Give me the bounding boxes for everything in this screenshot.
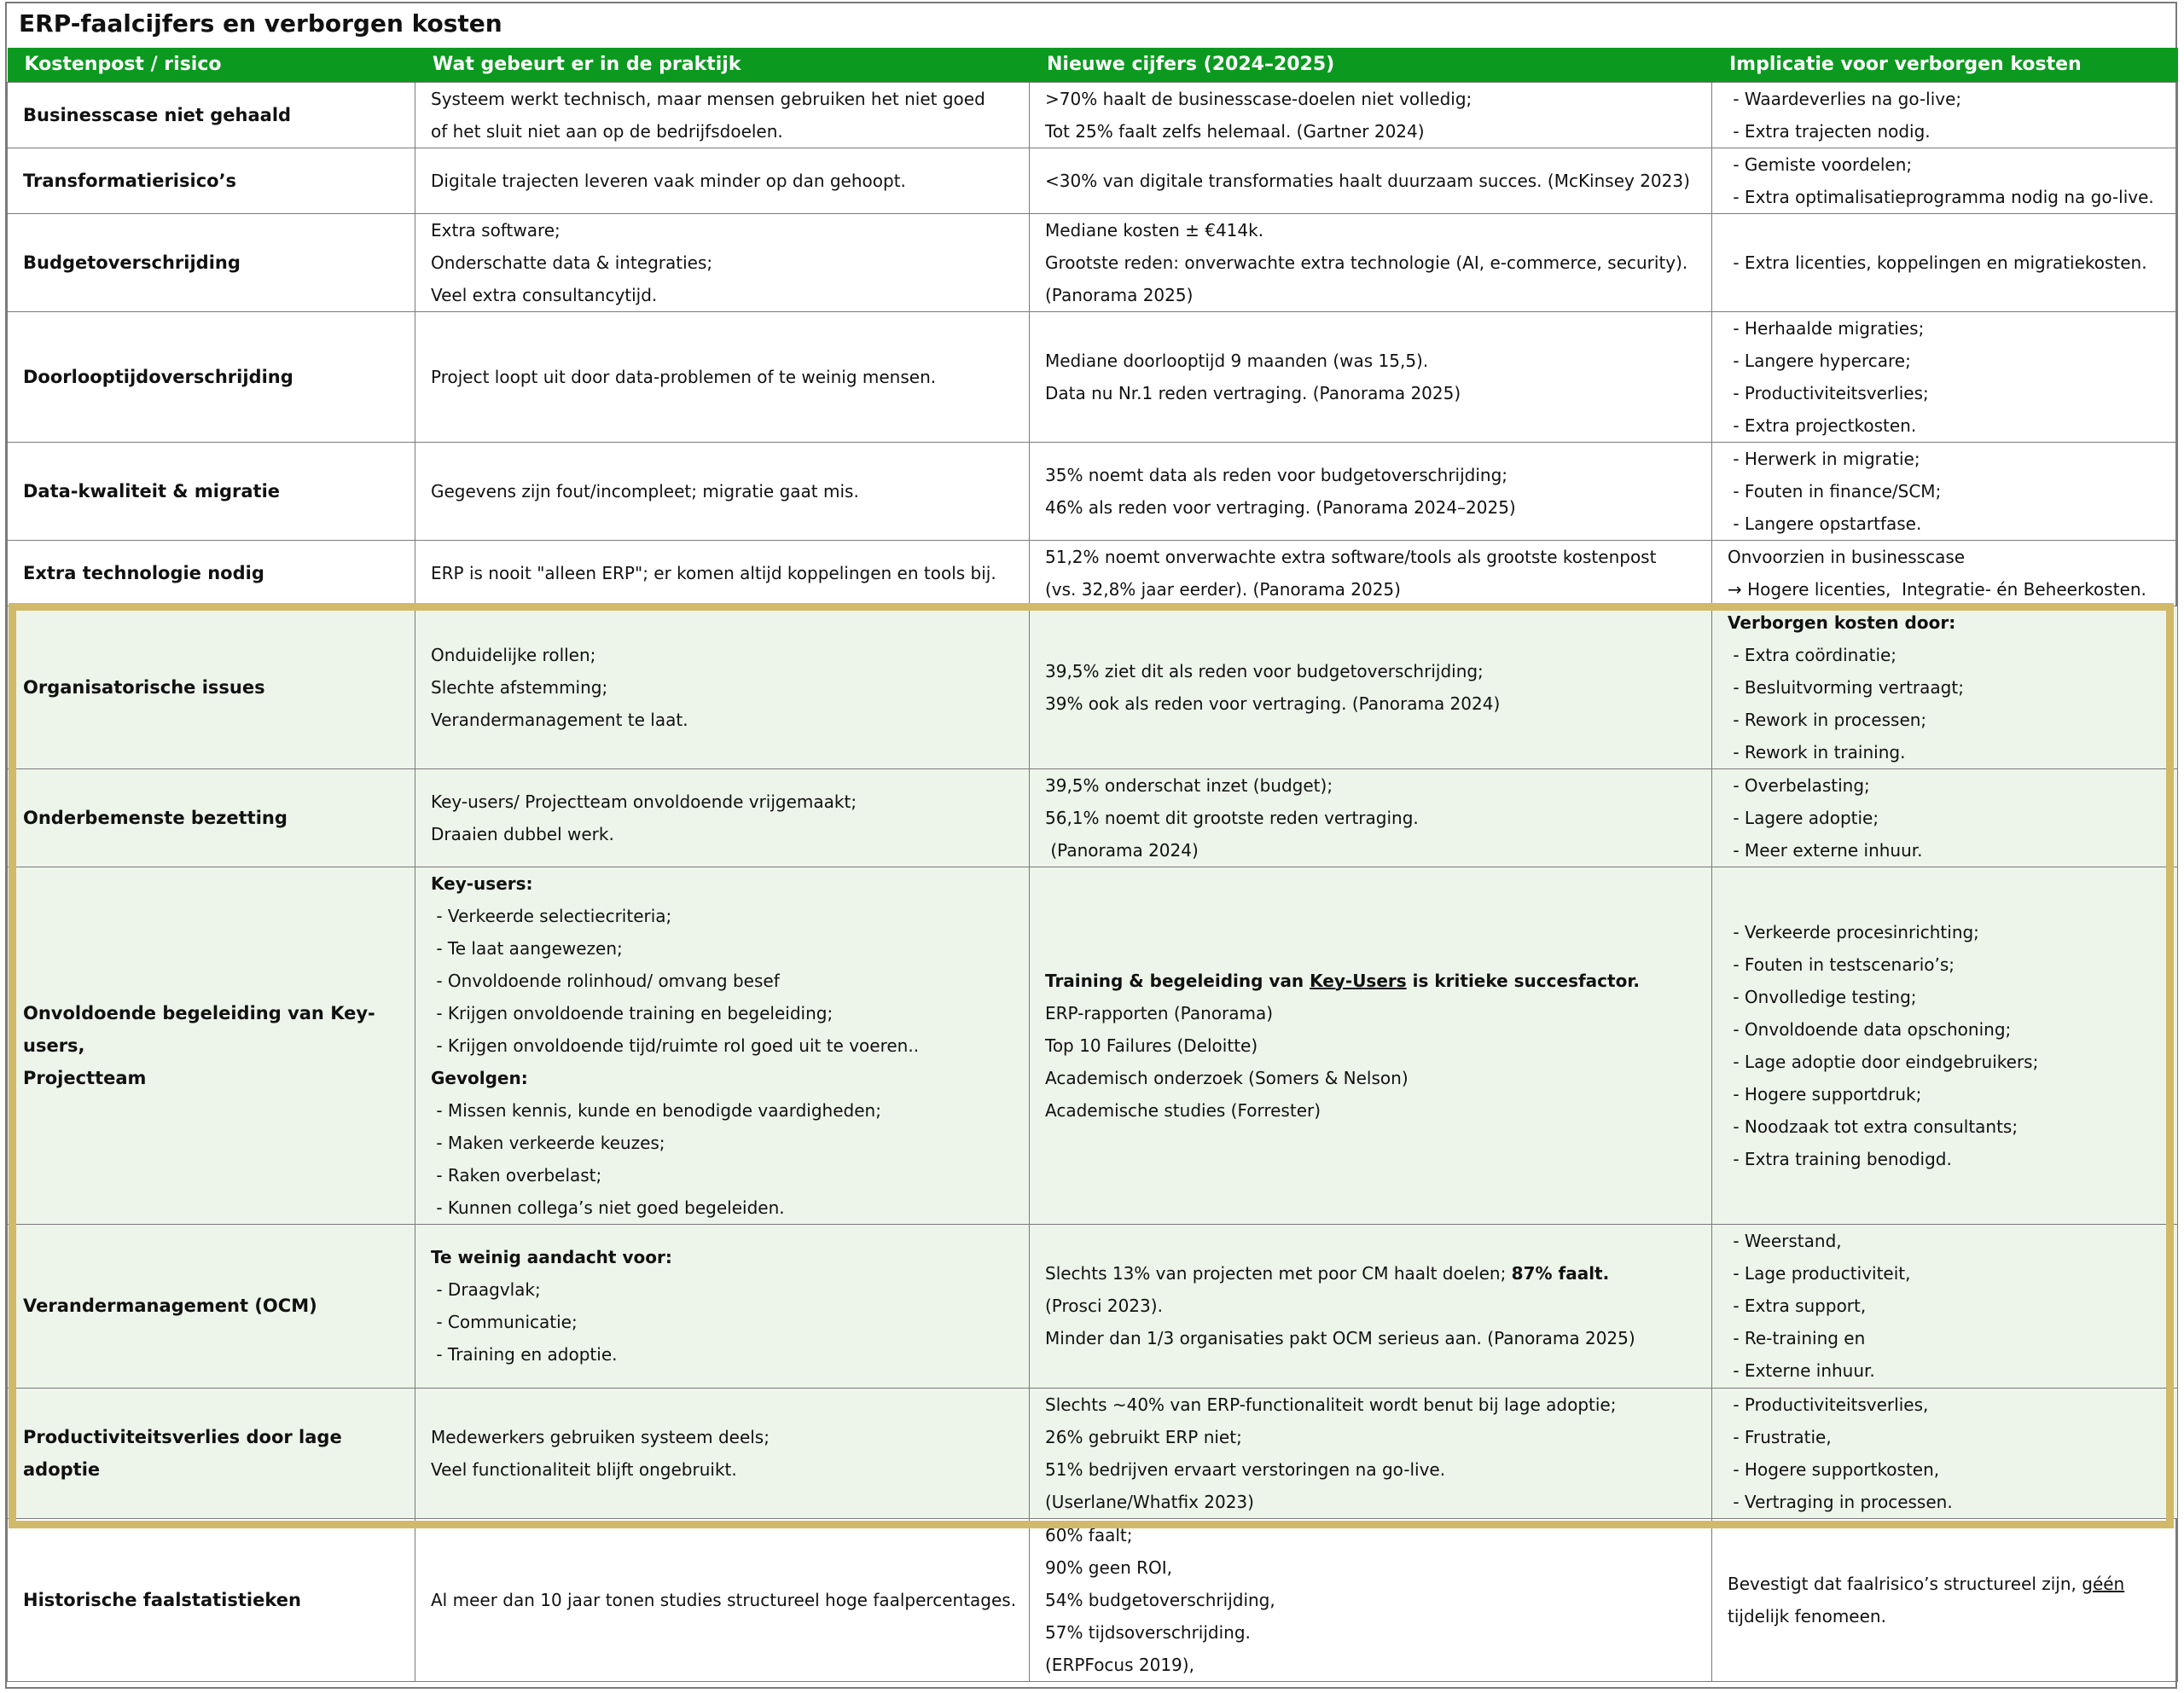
row-practice xyxy=(415,1388,1030,1518)
row-practice xyxy=(415,768,1030,867)
header-implication: Implicatie voor verborgen kosten xyxy=(1712,48,2178,82)
row-implication xyxy=(1712,768,2178,867)
figures-heading xyxy=(1045,965,1701,997)
practice-line: Verandermanagement te laat. xyxy=(431,709,688,730)
figures-line: Mediane doorlooptijd 9 maanden (was 15,5). xyxy=(1045,350,1429,371)
implication-line: - Lage productiviteit, xyxy=(1728,1263,1911,1284)
practice-line: - Kunnen collega’s niet goed begeleiden. xyxy=(431,1197,785,1218)
table-row xyxy=(8,82,2178,148)
practice-line: Digitale trajecten leveren vaak minder op dan gehoopt. xyxy=(431,170,906,191)
figures-line: Tot 25% faalt zelfs helemaal. (Gartner 2024) xyxy=(1045,120,1425,142)
implication-line: - Herwerk in migratie; xyxy=(1728,448,1920,469)
implication-line: - Vertraging in processen. xyxy=(1728,1491,1953,1512)
row-figures xyxy=(1030,442,1712,540)
practice-line: - Krijgen onvoldoende training en begeleiding; xyxy=(431,1002,834,1023)
row-implication xyxy=(1712,82,2178,148)
table-row xyxy=(8,867,2178,1224)
row-figures xyxy=(1030,311,1712,442)
practice-line: Onderschatte data & integraties; xyxy=(431,252,713,273)
figures-line: Academische studies (Forrester) xyxy=(1045,1099,1321,1121)
practice-line: of het sluit niet aan op de bedrijfsdoelen. xyxy=(431,120,783,142)
practice-line: Project loopt uit door data-problemen of te weinig mensen. xyxy=(431,366,937,387)
row-implication xyxy=(1712,1224,2178,1388)
figures-line: (Userlane/Whatfix 2023) xyxy=(1045,1491,1254,1512)
figures-line: 90% geen ROI, xyxy=(1045,1557,1173,1578)
practice-line: Al meer dan 10 jaar tonen studies structureel hoge faalpercentages. xyxy=(431,1589,1017,1610)
row-practice xyxy=(415,148,1030,213)
implication-line: - Productiviteitsverlies, xyxy=(1728,1394,1929,1415)
table-row xyxy=(8,606,2178,768)
row-risk: Transformatierisico’s xyxy=(8,148,415,213)
practice-line: - Missen kennis, kunde en benodigde vaardigheden; xyxy=(431,1099,881,1121)
row-implication xyxy=(1712,213,2178,311)
practice-line: - Krijgen onvoldoende tijd/ruimte rol goed uit te voeren.. xyxy=(431,1035,920,1056)
row-risk: Budgetoverschrijding xyxy=(8,213,415,311)
row-risk: Verandermanagement (OCM) xyxy=(8,1224,415,1388)
implication-line: - Extra training benodigd. xyxy=(1728,1148,1952,1169)
implication-line: - Externe inhuur. xyxy=(1728,1360,1875,1381)
figures-line: 46% als reden voor vertraging. (Panorama 2024–2025) xyxy=(1045,496,1516,518)
row-implication xyxy=(1712,867,2178,1224)
implication-part: Bevestigt dat faalrisico’s structureel zijn, xyxy=(1728,1573,2082,1594)
practice-line: - Te laat aangewezen; xyxy=(431,937,623,959)
row-risk: Onderbemenste bezetting xyxy=(8,768,415,867)
practice-line: Draaien dubbel werk. xyxy=(431,823,614,844)
row-practice xyxy=(415,867,1030,1224)
figures-line: 39,5% onderschat inzet (budget); xyxy=(1045,774,1333,796)
table-row xyxy=(8,1224,2178,1388)
table-row xyxy=(8,1518,2178,1681)
row-implication xyxy=(1712,442,2178,540)
figures-line: 39% ook als reden voor vertraging. (Panorama 2024) xyxy=(1045,693,1501,714)
practice-line: Medewerkers gebruiken systeem deels; xyxy=(431,1426,770,1447)
figures-line: Academisch onderzoek (Somers & Nelson) xyxy=(1045,1067,1409,1088)
row-implication xyxy=(1712,311,2178,442)
row-figures xyxy=(1030,82,1712,148)
practice-line: - Training en adoptie. xyxy=(431,1344,618,1365)
figures-line: (ERPFocus 2019), xyxy=(1045,1654,1194,1675)
implication-line: - Rework in training. xyxy=(1728,741,1906,762)
row-practice xyxy=(415,311,1030,442)
implication-line: - Rework in processen; xyxy=(1728,709,1927,730)
row-figures xyxy=(1030,1388,1712,1518)
row-practice xyxy=(415,82,1030,148)
implication-heading: Verborgen kosten door: xyxy=(1728,612,1956,633)
figures-line: Slechts ~40% van ERP-functionaliteit wordt benut bij lage adoptie; xyxy=(1045,1394,1617,1415)
figures-line: ERP-rapporten (Panorama) xyxy=(1045,1002,1274,1023)
implication-line: - Verkeerde procesinrichting; xyxy=(1728,921,1979,942)
row-implication xyxy=(1712,1388,2178,1518)
implication-line: - Herhaalde migraties; xyxy=(1728,317,1925,339)
row-implication xyxy=(1712,540,2178,606)
practice-line: Veel functionaliteit blijft ongebruikt. xyxy=(431,1458,737,1480)
implication-line: - Lagere adoptie; xyxy=(1728,807,1879,828)
figures-line: >70% haalt de businesscase-doelen niet volledig; xyxy=(1045,88,1472,109)
implication-line xyxy=(1728,1568,2167,1600)
implication-line: - Productiviteitsverlies; xyxy=(1728,382,1929,403)
figures-line: Mediane kosten ± €414k. xyxy=(1045,219,1264,241)
practice-heading: Gevolgen: xyxy=(431,1067,528,1088)
figures-heading-part: is kritieke succesfactor. xyxy=(1406,970,1640,991)
implication-line: - Noodzaak tot extra consultants; xyxy=(1728,1116,2018,1137)
figures-line: 60% faalt; xyxy=(1045,1524,1133,1545)
implication-line: → Hogere licenties, Integratie- én Beheerkosten. xyxy=(1728,578,2146,600)
practice-heading: Key-users: xyxy=(431,873,533,894)
cost-table xyxy=(7,48,2178,1682)
practice-line: Veel extra consultancytijd. xyxy=(431,284,658,305)
table-row xyxy=(8,311,2178,442)
figures-bold-part: 87% faalt. xyxy=(1511,1263,1610,1284)
implication-line: - Hogere supportdruk; xyxy=(1728,1083,1922,1105)
implication-line: - Fouten in testscenario’s; xyxy=(1728,954,1955,975)
row-practice xyxy=(415,1224,1030,1388)
row-figures xyxy=(1030,606,1712,768)
implication-line: - Hogere supportkosten, xyxy=(1728,1458,1940,1480)
risk-line: Projectteam xyxy=(23,1067,147,1088)
practice-heading: Te weinig aandacht voor: xyxy=(431,1247,672,1267)
row-practice xyxy=(415,1518,1030,1681)
implication-line: tijdelijk fenomeen. xyxy=(1728,1605,1886,1626)
row-implication xyxy=(1712,148,2178,213)
table-row xyxy=(8,442,2178,540)
practice-line: - Draagvlak; xyxy=(431,1279,541,1300)
practice-line: ERP is nooit "alleen ERP"; er komen altijd koppelingen en tools bij. xyxy=(431,562,996,583)
row-figures xyxy=(1030,148,1712,213)
table-row xyxy=(8,540,2178,606)
table-row xyxy=(8,213,2178,311)
row-risk: Doorlooptijdoverschrijding xyxy=(8,311,415,442)
implication-line: - Extra optimalisatieprogramma nodig na go-live. xyxy=(1728,186,2154,207)
figures-line: 51,2% noemt onverwachte extra software/tools als grootste kostenpost xyxy=(1045,546,1657,567)
row-implication xyxy=(1712,1518,2178,1681)
figures-line: (Prosci 2023). xyxy=(1045,1296,1163,1316)
practice-line: Systeem werkt technisch, maar mensen gebruiken het niet goed xyxy=(431,88,985,109)
risk-line: Onvoldoende begeleiding van Key-users, xyxy=(23,1002,375,1056)
practice-line: - Maken verkeerde keuzes; xyxy=(431,1132,665,1153)
figures-line: (Panorama 2025) xyxy=(1045,284,1194,305)
figures-line: Data nu Nr.1 reden vertraging. (Panorama 2025) xyxy=(1045,382,1461,403)
figures-line: Top 10 Failures (Deloitte) xyxy=(1045,1035,1258,1056)
figures-line: <30% van digitale transformaties haalt duurzaam succes. (McKinsey 2023) xyxy=(1045,170,1690,191)
implication-line: Onvoorzien in businesscase xyxy=(1728,546,1966,567)
implication-line: - Re-training en xyxy=(1728,1328,1866,1348)
practice-line: Key-users/ Projectteam onvoldoende vrijgemaakt; xyxy=(431,791,857,812)
figures-heading-part: Training & begeleiding van xyxy=(1045,970,1310,991)
row-figures xyxy=(1030,540,1712,606)
practice-line: Slechte afstemming; xyxy=(431,676,608,698)
implication-line: - Besluitvorming vertraagt; xyxy=(1728,676,1964,698)
table-header-row xyxy=(8,48,2178,82)
row-practice xyxy=(415,606,1030,768)
page-title: ERP-faalcijfers en verborgen kosten xyxy=(19,9,502,38)
implication-line: - Lage adoptie door eindgebruikers; xyxy=(1728,1051,2039,1072)
implication-line: - Extra coördinatie; xyxy=(1728,644,1897,665)
practice-line: Extra software; xyxy=(431,219,561,241)
implication-line: - Frustratie, xyxy=(1728,1426,1832,1447)
row-risk: Historische faalstatistieken xyxy=(8,1518,415,1681)
row-practice xyxy=(415,540,1030,606)
row-figures xyxy=(1030,213,1712,311)
row-practice xyxy=(415,442,1030,540)
figures-line: 39,5% ziet dit als reden voor budgetoverschrijding; xyxy=(1045,660,1484,681)
implication-line: - Extra support, xyxy=(1728,1296,1867,1316)
row-figures xyxy=(1030,1224,1712,1388)
implication-line: - Overbelasting; xyxy=(1728,774,1870,796)
implication-line: - Waardeverlies na go-live; xyxy=(1728,88,1962,109)
figures-line: (vs. 32,8% jaar eerder). (Panorama 2025) xyxy=(1045,578,1401,600)
row-risk: Businesscase niet gehaald xyxy=(8,82,415,148)
practice-line: Onduidelijke rollen; xyxy=(431,644,596,665)
implication-line: - Meer externe inhuur. xyxy=(1728,839,1923,861)
row-risk: Extra technologie nodig xyxy=(8,540,415,606)
implication-line: - Onvoldoende data opschoning; xyxy=(1728,1018,2012,1040)
key-users-underlined: Key-Users xyxy=(1310,970,1407,991)
row-figures xyxy=(1030,1518,1712,1681)
figures-line: 51% bedrijven ervaart verstoringen na go-live. xyxy=(1045,1458,1446,1480)
practice-line: - Raken overbelast; xyxy=(431,1164,602,1186)
figures-line: Minder dan 1/3 organisaties pakt OCM serieus aan. (Panorama 2025) xyxy=(1045,1328,1635,1348)
row-figures xyxy=(1030,768,1712,867)
implication-line: - Extra projectkosten. xyxy=(1728,415,1917,436)
figures-part: Slechts 13% van projecten met poor CM haalt doelen; xyxy=(1045,1263,1512,1284)
practice-line: - Communicatie; xyxy=(431,1312,578,1332)
implication-line: - Langere hypercare; xyxy=(1728,350,1911,371)
table-row xyxy=(8,1388,2178,1518)
table-row xyxy=(8,768,2178,867)
implication-line: - Langere opstartfase. xyxy=(1728,513,1922,534)
implication-line: - Gemiste voordelen; xyxy=(1728,154,1913,175)
figures-line: 57% tijdsoverschrijding. xyxy=(1045,1621,1251,1643)
row-practice xyxy=(415,213,1030,311)
practice-line: Gegevens zijn fout/incompleet; migratie gaat mis. xyxy=(431,480,859,502)
implication-line: - Weerstand, xyxy=(1728,1231,1842,1251)
row-risk xyxy=(8,867,415,1224)
header-figures: Nieuwe cijfers (2024–2025) xyxy=(1030,48,1712,82)
practice-line: - Verkeerde selectiecriteria; xyxy=(431,905,672,926)
row-risk: Data-kwaliteit & migratie xyxy=(8,442,415,540)
row-implication xyxy=(1712,606,2178,768)
figures-line: Grootste reden: onverwachte extra technologie (AI, e-commerce, security). xyxy=(1045,252,1688,273)
implication-line: - Extra licenties, koppelingen en migratiekosten. xyxy=(1728,252,2147,273)
implication-underlined: géén xyxy=(2082,1573,2125,1594)
figures-line: 56,1% noemt dit grootste reden vertraging. xyxy=(1045,807,1419,828)
table-row xyxy=(8,148,2178,213)
row-figures xyxy=(1030,867,1712,1224)
header-risk: Kostenpost / risico xyxy=(8,48,415,82)
practice-line: - Onvoldoende rolinhoud/ omvang besef xyxy=(431,970,780,991)
implication-line: - Extra trajecten nodig. xyxy=(1728,120,1931,142)
figures-line xyxy=(1045,1257,1701,1290)
header-practice: Wat gebeurt er in de praktijk xyxy=(415,48,1030,82)
figures-line: 35% noemt data als reden voor budgetoverschrijding; xyxy=(1045,464,1508,485)
figures-line: 54% budgetoverschrijding, xyxy=(1045,1589,1275,1610)
row-risk: Organisatorische issues xyxy=(8,606,415,768)
implication-line: - Fouten in finance/SCM; xyxy=(1728,480,1942,502)
figures-line: (Panorama 2024) xyxy=(1045,839,1199,861)
implication-line: - Onvolledige testing; xyxy=(1728,986,1917,1007)
row-risk: Productiviteitsverlies door lage adoptie xyxy=(8,1388,415,1518)
figures-line: 26% gebruikt ERP niet; xyxy=(1045,1426,1242,1447)
